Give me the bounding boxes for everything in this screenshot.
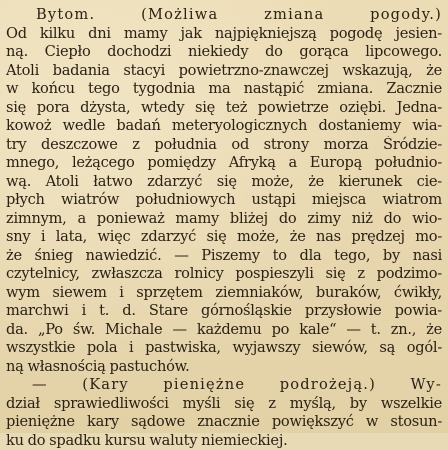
article-line: sny i lata, więc zdarzyć się może, że nas prędzej mo- [6, 228, 442, 247]
article-line: da. „Po św. Michale — każdemu po kale“ — t. zn., że [6, 321, 442, 340]
article-line: marchwi i t. d. Stare górnośląskie przysłowie powia- [6, 302, 442, 321]
article-line: ku do spadku kursu waluty niemieckiej. [6, 432, 442, 450]
article-line: try deszczowe z południa od strony morza Śródzie- [6, 136, 442, 155]
article-line: kowoż wedle badań meteryologicznych dostaniemy wia- [6, 117, 442, 136]
article-subhead-line: — (Kary pieniężne podrożeją.) Wy- [6, 376, 442, 395]
article-line: w końcu tego tygodnia ma nastąpić zmiana. Zacznie [6, 80, 442, 99]
article-line: mnego, leżącego pomiędzy Afryką a Europą południo- [6, 154, 442, 173]
article-line: dział sprawiedliwości myśli się z myślą, by wszelkie [6, 395, 442, 414]
article-line: Atoli badania stacyi powietrzno-znawczej wskazują, że [6, 62, 442, 81]
article-line: zimnym, a ponieważ mamy bliżej do zimy niż do wio- [6, 210, 442, 229]
article-line: płych wiatrów południowych ustąpi miejsca wiatrom [6, 191, 442, 210]
article-line: Od kilku dni mamy jak najpiękniejszą pogodę jesien- [6, 25, 442, 44]
article-line: wym siewem i sprzętem ziemniaków, buraków, ćwikły, [6, 284, 442, 303]
article-column [6, 6, 442, 450]
article-line: ną. Ciepło dochodzi niekiedy do gorąca lipcowego. [6, 43, 442, 62]
article-line: wszystkie pola i pastwiska, wyjawszy siewów, są ogól- [6, 339, 442, 358]
article-line: się pora dżysta, wtedy się też powietrze oziębi. Jedna- [6, 99, 442, 118]
article-line: ną własnością pastuchów. [6, 358, 442, 377]
article-line: pieniężne kary sądowe znacznie powiększyć w stosun- [6, 413, 442, 432]
article-line: wą. Atoli łatwo zdarzyć się może, że kierunek cie- [6, 173, 442, 192]
article-line: że śnieg nawiedzić. — Piszemy to dla tego, by nasi [6, 247, 442, 266]
article-line: czytelnicy, zwłaszcza rolnicy pospieszyli się z podzimo- [6, 265, 442, 284]
article-headline-line: Bytom. (Możliwa zmiana pogody.) [6, 6, 442, 25]
